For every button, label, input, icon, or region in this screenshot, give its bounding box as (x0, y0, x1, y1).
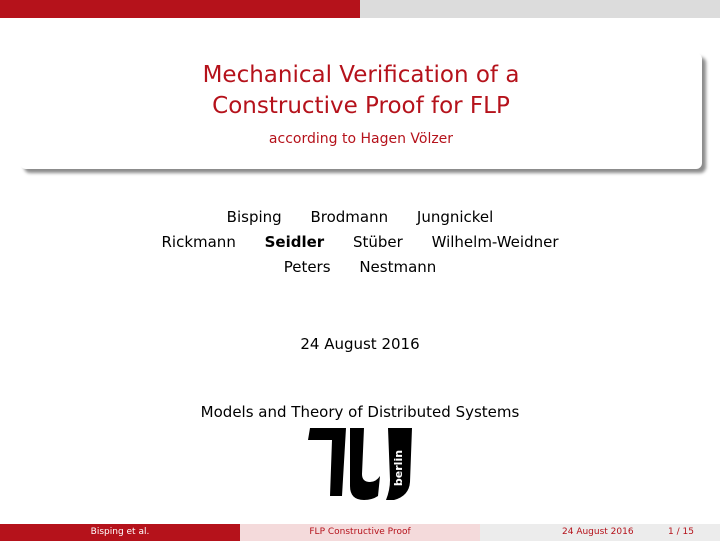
footer-page-number: 1 / 15 (668, 527, 694, 537)
authors-row-1 (0, 205, 720, 230)
footer-date: 24 August 2016 (562, 527, 634, 537)
author: Brodmann (310, 208, 389, 226)
title-line-2: Constructive Proof for FLP (212, 93, 510, 119)
author: Rickmann (161, 233, 236, 251)
subtitle: according to Hagen Völzer (268, 131, 454, 147)
logo-text: berlin (392, 449, 405, 487)
footer-right (480, 524, 720, 541)
author: Jungnickel (416, 208, 494, 226)
progress-bar-filled (0, 0, 360, 18)
author: Bisping (226, 208, 282, 226)
authors (0, 205, 720, 280)
date: 24 August 2016 (300, 335, 420, 353)
tu-berlin-logo (306, 424, 414, 500)
author: Wilhelm-Weidner (431, 233, 559, 251)
footer-author: Bisping et al. (0, 524, 240, 541)
progress-bar-empty (360, 0, 720, 18)
author-presenter: Seidler (264, 233, 325, 251)
authors-row-3 (0, 255, 720, 280)
title-box (20, 53, 702, 169)
venue: Models and Theory of Distributed Systems (200, 403, 520, 421)
footer-title: FLP Constructive Proof (240, 524, 480, 541)
footer (0, 524, 720, 541)
top-progress-bar (0, 0, 720, 18)
author: Peters (283, 258, 331, 276)
authors-row-2 (0, 230, 720, 255)
author: Stüber (352, 233, 403, 251)
title-line-1: Mechanical Verification of a (202, 62, 520, 88)
author: Nestmann (359, 258, 437, 276)
title (20, 53, 702, 122)
